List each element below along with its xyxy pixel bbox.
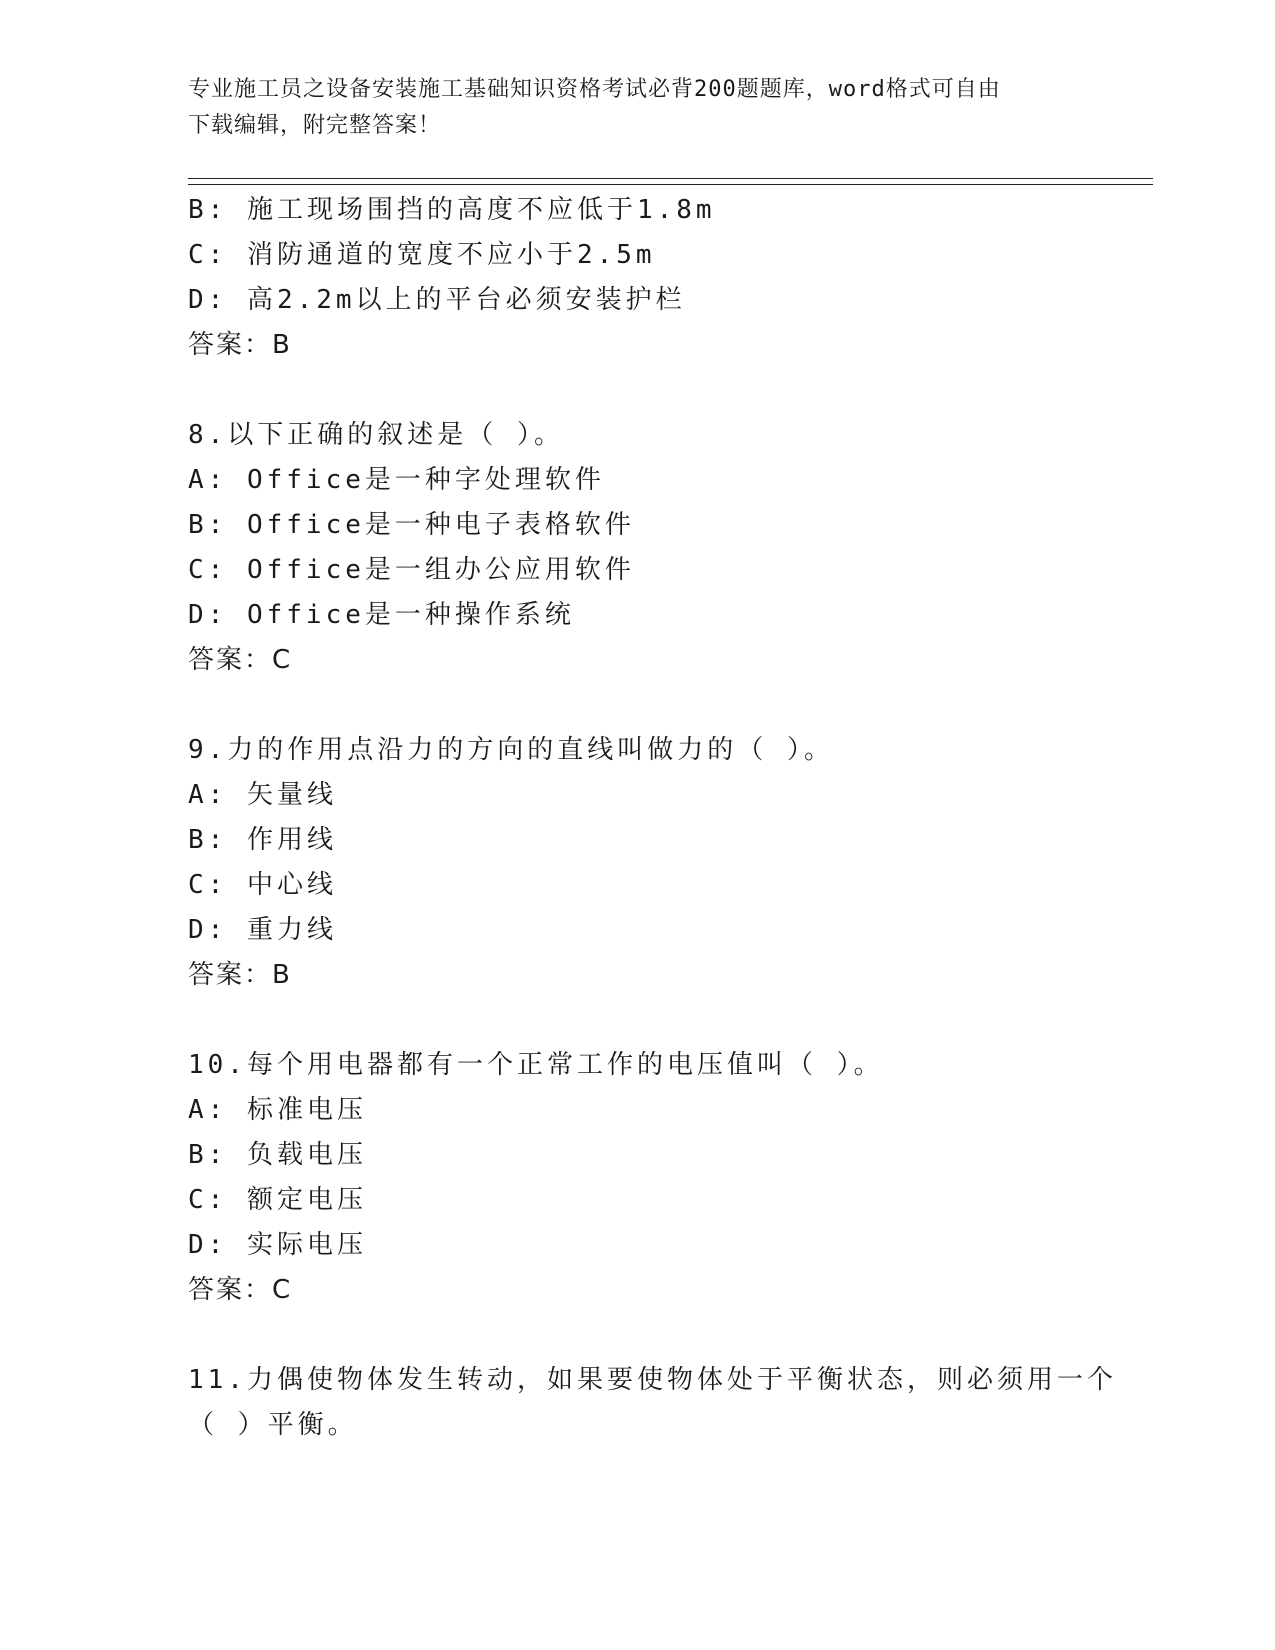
q8-option-d: D: Office是一种操作系统 bbox=[188, 600, 575, 630]
q8-option-a: A: Office是一种字处理软件 bbox=[188, 465, 605, 495]
q9-option-c: C: 中心线 bbox=[188, 870, 337, 900]
q10-stem: 10.每个用电器都有一个正常工作的电压值叫（ ）。 bbox=[188, 1050, 884, 1080]
q8-option-c: C: Office是一组办公应用软件 bbox=[188, 555, 635, 585]
q11-stem-line-2: （ ）平衡。 bbox=[188, 1410, 358, 1440]
q9-option-d: D: 重力线 bbox=[188, 915, 337, 945]
q8-option-b: B: Office是一种电子表格软件 bbox=[188, 510, 635, 540]
q10-option-a: A: 标准电压 bbox=[188, 1095, 367, 1125]
q8-stem: 8.以下正确的叙述是（ ）。 bbox=[188, 420, 564, 450]
q9-answer: 答案：B bbox=[188, 960, 292, 990]
q7-option-d: D: 高2.2m以上的平台必须安装护栏 bbox=[188, 285, 686, 315]
header-title-line-1: 专业施工员之设备安装施工基础知识资格考试必背200题题库，word格式可自由 bbox=[188, 77, 1001, 102]
q9-stem: 9.力的作用点沿力的方向的直线叫做力的（ ）。 bbox=[188, 735, 834, 765]
document-header bbox=[188, 72, 1088, 144]
q7-answer: 答案：B bbox=[188, 330, 292, 360]
q11-stem-line-1: 11.力偶使物体发生转动，如果要使物体处于平衡状态，则必须用一个 bbox=[188, 1365, 1117, 1395]
header-divider-bottom bbox=[188, 184, 1153, 185]
q9-option-a: A: 矢量线 bbox=[188, 780, 337, 810]
q10-option-d: D: 实际电压 bbox=[188, 1230, 367, 1260]
q8-answer: 答案：C bbox=[188, 645, 293, 675]
q7-option-b: B: 施工现场围挡的高度不应低于1.8m bbox=[188, 195, 716, 225]
q9-option-b: B: 作用线 bbox=[188, 825, 337, 855]
q10-answer: 答案：C bbox=[188, 1275, 293, 1305]
q7-option-c: C: 消防通道的宽度不应小于2.5m bbox=[188, 240, 656, 270]
header-divider-top bbox=[188, 178, 1153, 179]
header-title-line-2: 下载编辑，附完整答案！ bbox=[188, 113, 442, 138]
q10-option-b: B: 负载电压 bbox=[188, 1140, 367, 1170]
q10-option-c: C: 额定电压 bbox=[188, 1185, 367, 1215]
